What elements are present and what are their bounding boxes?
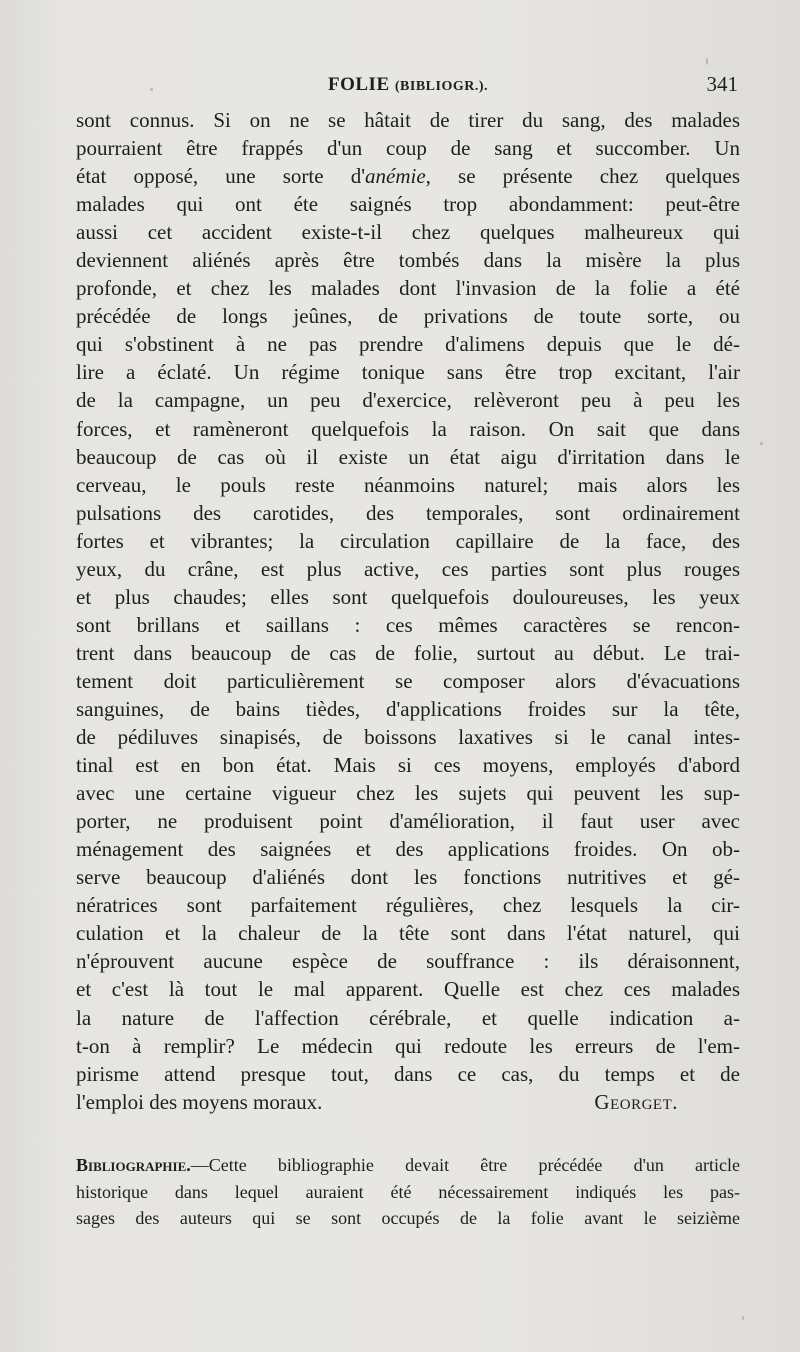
text-line: pourraient être frappés d'un coup de sang et succomber. Un	[76, 136, 740, 161]
text-line-last	[76, 1088, 740, 1116]
text-line: la nature de l'affection cérébrale, et quelle indication a-	[76, 1005, 740, 1030]
bibliography-section	[76, 1152, 740, 1232]
text-line: profonde, et chez les malades dont l'invasion de la folie a été	[76, 276, 740, 301]
text-line: sont brillans et saillans : ces mêmes caractères se rencon-	[76, 612, 740, 637]
biblio-line	[76, 1152, 740, 1179]
text-line: et c'est là tout le mal apparent. Quelle est chez ces malades	[76, 977, 740, 1002]
text-line: t-on à remplir? Le médecin qui redoute les erreurs de l'em-	[76, 1033, 740, 1058]
text-line: de la campagne, un peu d'exercice, relèveront peu à peu les	[76, 388, 740, 413]
author-signature: Georget.	[594, 1089, 678, 1114]
text-line: de pédiluves sinapisés, de boissons laxatives si le canal intes-	[76, 725, 740, 750]
text-line: porter, ne produisent point d'amélioration, il faut user avec	[76, 809, 740, 834]
paper-speck	[742, 1316, 744, 1320]
main-text	[76, 106, 740, 1116]
text-line: beaucoup de cas où il existe un état aigu d'irritation dans le	[76, 444, 740, 469]
biblio-line-rest: —Cette bibliographie devait être précédée d'un article	[190, 1155, 740, 1175]
text-line: qui s'obstinent à ne pas prendre d'alimens depuis que le dé-	[76, 332, 740, 357]
paper-speck	[150, 88, 153, 91]
text-line: sanguines, de bains tièdes, d'applications froides sur la tête,	[76, 696, 740, 721]
biblio-line: sages des auteurs qui se sont occupés de la folie avant le seizième	[76, 1208, 740, 1228]
text-line: ménagement des saignées et des applications froides. On ob-	[76, 837, 740, 862]
running-header	[76, 74, 740, 104]
running-title	[76, 74, 740, 96]
text-line: tement doit particulièrement se composer alors d'évacuations	[76, 668, 740, 693]
text-line: culation et la chaleur de la tête sont dans l'état naturel, qui	[76, 921, 740, 946]
biblio-line: historique dans lequel auraient été nécessairement indiqués les pas-	[76, 1181, 740, 1202]
text-line: yeux, du crâne, est plus active, ces parties sont plus rouges	[76, 556, 740, 581]
text-line: pirisme attend presque tout, dans ce cas, du temps et de	[76, 1061, 740, 1086]
text-line: forces, et ramèneront quelquefois la raison. On sait que dans	[76, 416, 740, 441]
text-line-start: état opposé, une sorte d'	[76, 164, 365, 189]
text-line: pulsations des carotides, des temporales, sont ordinairement	[76, 500, 740, 525]
closing-text: l'emploi des moyens moraux.	[76, 1089, 323, 1114]
text-line: cerveau, le pouls reste néanmoins naturel; mais alors les	[76, 472, 740, 497]
paper-speck	[760, 442, 763, 445]
text-line: malades qui ont éte saignés trop abondamment: peut-être	[76, 192, 740, 217]
paper-speck	[706, 58, 708, 65]
text-line: tinal est en bon état. Mais si ces moyens, employés d'abord	[76, 753, 740, 778]
text-line: nératrices sont parfaitement régulières, chez lesquels la cir-	[76, 893, 740, 918]
text-line: n'éprouvent aucune espèce de souffrance : ils déraisonnent,	[76, 949, 740, 974]
header-subtitle: (BIBLIOGR.).	[394, 79, 488, 94]
text-line	[76, 162, 740, 190]
text-line: avec une certaine vigueur chez les sujets qui peuvent les sup-	[76, 781, 740, 806]
text-line: fortes et vibrantes; la circulation capillaire de la face, des	[76, 528, 740, 553]
bibliography-heading: Bibliographie.	[76, 1155, 191, 1175]
text-line: et plus chaudes; elles sont quelquefois douloureuses, les yeux	[76, 584, 740, 609]
italic-term: anémie	[365, 164, 426, 189]
text-line: précédée de longs jeûnes, de privations de toute sorte, ou	[76, 304, 740, 329]
text-line: sont connus. Si on ne se hâtait de tirer du sang, des malades	[76, 108, 740, 132]
text-line: deviennent aliénés après être tombés dans la misère la plus	[76, 248, 740, 273]
page-number: 341	[706, 72, 738, 96]
text-line: trent dans beaucoup de cas de folie, surtout au début. Le trai-	[76, 640, 740, 665]
text-line: lire a éclaté. Un régime tonique sans être trop excitant, l'air	[76, 360, 740, 385]
text-line: serve beaucoup d'aliénés dont les fonctions nutritives et gé-	[76, 865, 740, 890]
text-line-end: , se présente chez quelques	[425, 164, 740, 189]
text-line: aussi cet accident existe-t-il chez quelques malheureux qui	[76, 220, 740, 245]
header-title: FOLIE	[328, 74, 390, 95]
